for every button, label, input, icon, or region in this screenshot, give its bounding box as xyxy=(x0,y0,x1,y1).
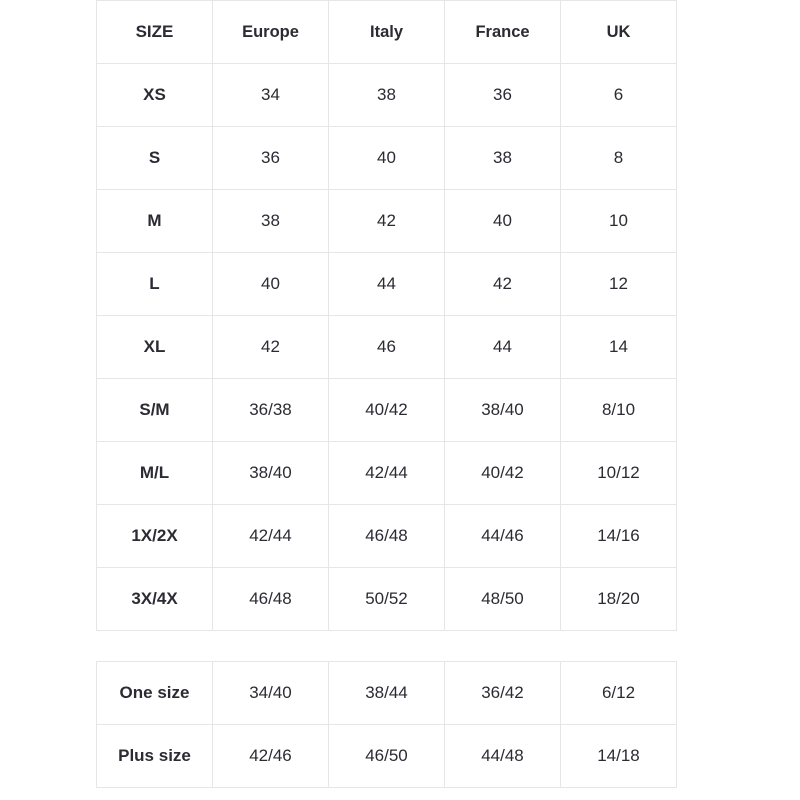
cell-europe: 42/44 xyxy=(213,505,329,568)
cell-italy: 44 xyxy=(329,253,445,316)
row-label: 1X/2X xyxy=(97,505,213,568)
cell-france: 36 xyxy=(445,64,561,127)
table-separator xyxy=(96,631,676,661)
cell-europe: 40 xyxy=(213,253,329,316)
cell-italy: 46/50 xyxy=(329,725,445,788)
cell-france: 44/46 xyxy=(445,505,561,568)
row-label: XS xyxy=(97,64,213,127)
cell-europe: 34/40 xyxy=(213,662,329,725)
row-label: XL xyxy=(97,316,213,379)
cell-uk: 6/12 xyxy=(561,662,677,725)
cell-italy: 46 xyxy=(329,316,445,379)
cell-italy: 50/52 xyxy=(329,568,445,631)
cell-europe: 38 xyxy=(213,190,329,253)
cell-france: 44/48 xyxy=(445,725,561,788)
cell-france: 42 xyxy=(445,253,561,316)
column-header-uk: UK xyxy=(561,1,677,64)
table-row xyxy=(97,505,677,568)
size-tables-container xyxy=(96,0,676,788)
cell-europe: 38/40 xyxy=(213,442,329,505)
table-row xyxy=(97,316,677,379)
table-row xyxy=(97,662,677,725)
cell-uk: 14 xyxy=(561,316,677,379)
table-row xyxy=(97,253,677,316)
cell-uk: 18/20 xyxy=(561,568,677,631)
table-row xyxy=(97,190,677,253)
column-header-size: SIZE xyxy=(97,1,213,64)
table-row xyxy=(97,379,677,442)
cell-italy: 38 xyxy=(329,64,445,127)
column-header-europe: Europe xyxy=(213,1,329,64)
one-size-table xyxy=(96,661,677,788)
cell-italy: 42/44 xyxy=(329,442,445,505)
cell-uk: 6 xyxy=(561,64,677,127)
cell-france: 38 xyxy=(445,127,561,190)
cell-europe: 36 xyxy=(213,127,329,190)
row-label: S xyxy=(97,127,213,190)
cell-europe: 34 xyxy=(213,64,329,127)
cell-uk: 14/16 xyxy=(561,505,677,568)
table-row xyxy=(97,64,677,127)
table-row xyxy=(97,725,677,788)
cell-france: 44 xyxy=(445,316,561,379)
row-label: L xyxy=(97,253,213,316)
row-label: 3X/4X xyxy=(97,568,213,631)
cell-italy: 38/44 xyxy=(329,662,445,725)
cell-italy: 42 xyxy=(329,190,445,253)
column-header-france: France xyxy=(445,1,561,64)
cell-europe: 46/48 xyxy=(213,568,329,631)
row-label: M/L xyxy=(97,442,213,505)
row-label: Plus size xyxy=(97,725,213,788)
cell-europe: 42 xyxy=(213,316,329,379)
cell-italy: 46/48 xyxy=(329,505,445,568)
cell-uk: 10/12 xyxy=(561,442,677,505)
cell-france: 48/50 xyxy=(445,568,561,631)
row-label: One size xyxy=(97,662,213,725)
row-label: S/M xyxy=(97,379,213,442)
size-conversion-table xyxy=(96,0,677,631)
cell-france: 40 xyxy=(445,190,561,253)
column-header-italy: Italy xyxy=(329,1,445,64)
table-row xyxy=(97,442,677,505)
table-row xyxy=(97,127,677,190)
cell-italy: 40/42 xyxy=(329,379,445,442)
cell-italy: 40 xyxy=(329,127,445,190)
cell-uk: 12 xyxy=(561,253,677,316)
cell-europe: 42/46 xyxy=(213,725,329,788)
table-row xyxy=(97,568,677,631)
cell-france: 40/42 xyxy=(445,442,561,505)
table-header-row xyxy=(97,1,677,64)
cell-uk: 14/18 xyxy=(561,725,677,788)
cell-uk: 8/10 xyxy=(561,379,677,442)
cell-uk: 10 xyxy=(561,190,677,253)
cell-europe: 36/38 xyxy=(213,379,329,442)
row-label: M xyxy=(97,190,213,253)
cell-uk: 8 xyxy=(561,127,677,190)
cell-france: 36/42 xyxy=(445,662,561,725)
cell-france: 38/40 xyxy=(445,379,561,442)
